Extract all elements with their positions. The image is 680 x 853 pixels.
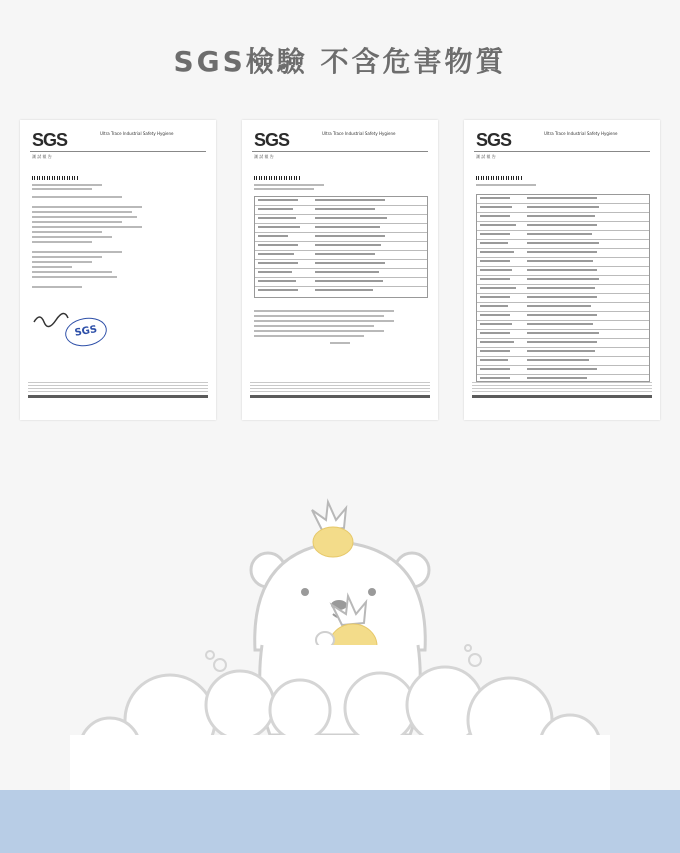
bear-illustration	[0, 480, 680, 790]
report-subtitle: 測 試 報 告	[476, 154, 496, 159]
text-line	[32, 276, 117, 278]
bear-eye-icon	[368, 588, 376, 596]
report-header-title: Ultra Trace Industrial Safety Hygiene	[544, 131, 618, 136]
text-line	[32, 184, 102, 186]
report-header-title: Ultra Trace Industrial Safety Hygiene	[100, 131, 174, 136]
sgs-stamp: SGS	[63, 315, 109, 350]
text-line	[32, 241, 92, 243]
test-report-page-3[interactable]	[464, 120, 660, 420]
text-line	[32, 196, 122, 198]
results-table	[254, 196, 428, 298]
text-line	[254, 325, 374, 327]
text-line	[32, 266, 72, 268]
text-line	[32, 256, 102, 258]
header-rule	[252, 151, 428, 152]
sgs-logo: SGS	[476, 130, 512, 150]
header-rule	[474, 151, 650, 152]
report-subtitle: 測 試 報 告	[32, 154, 52, 159]
text-line	[32, 271, 112, 273]
text-line	[254, 335, 364, 337]
text-line	[330, 342, 350, 344]
report-footer	[28, 382, 208, 398]
test-report-gallery	[20, 120, 660, 425]
text-line	[32, 226, 142, 228]
barcode-icon	[476, 176, 522, 180]
barcode-icon	[254, 176, 300, 180]
report-footer	[472, 382, 652, 398]
pineapple-icon	[312, 502, 353, 557]
text-line	[476, 184, 536, 186]
text-line	[32, 236, 112, 238]
results-table	[476, 194, 650, 382]
text-line	[32, 251, 122, 253]
report-footer	[250, 382, 430, 398]
report-subtitle: 測 試 報 告	[254, 154, 274, 159]
text-line	[32, 221, 122, 223]
sgs-logo: SGS	[254, 130, 290, 150]
text-line	[254, 184, 324, 186]
text-line	[254, 315, 384, 317]
text-line	[32, 216, 137, 218]
text-line	[254, 188, 314, 190]
text-line	[32, 188, 92, 190]
text-line	[32, 261, 92, 263]
report-header-title: Ultra Trace Industrial Safety Hygiene	[322, 131, 396, 136]
text-line	[254, 310, 394, 312]
text-line	[32, 286, 82, 288]
text-line	[32, 206, 142, 208]
header-rule	[30, 151, 206, 152]
bottom-color-band	[0, 790, 680, 853]
text-line	[254, 330, 384, 332]
sgs-logo: SGS	[32, 130, 68, 150]
bear-eye-icon	[301, 588, 309, 596]
text-line	[32, 231, 102, 233]
test-report-page-2[interactable]	[242, 120, 438, 420]
page-headline: SGS檢驗 不含危害物質	[173, 45, 507, 78]
barcode-icon	[32, 176, 78, 180]
text-line	[32, 211, 132, 213]
text-line	[254, 320, 394, 322]
test-report-page-1[interactable]	[20, 120, 216, 420]
